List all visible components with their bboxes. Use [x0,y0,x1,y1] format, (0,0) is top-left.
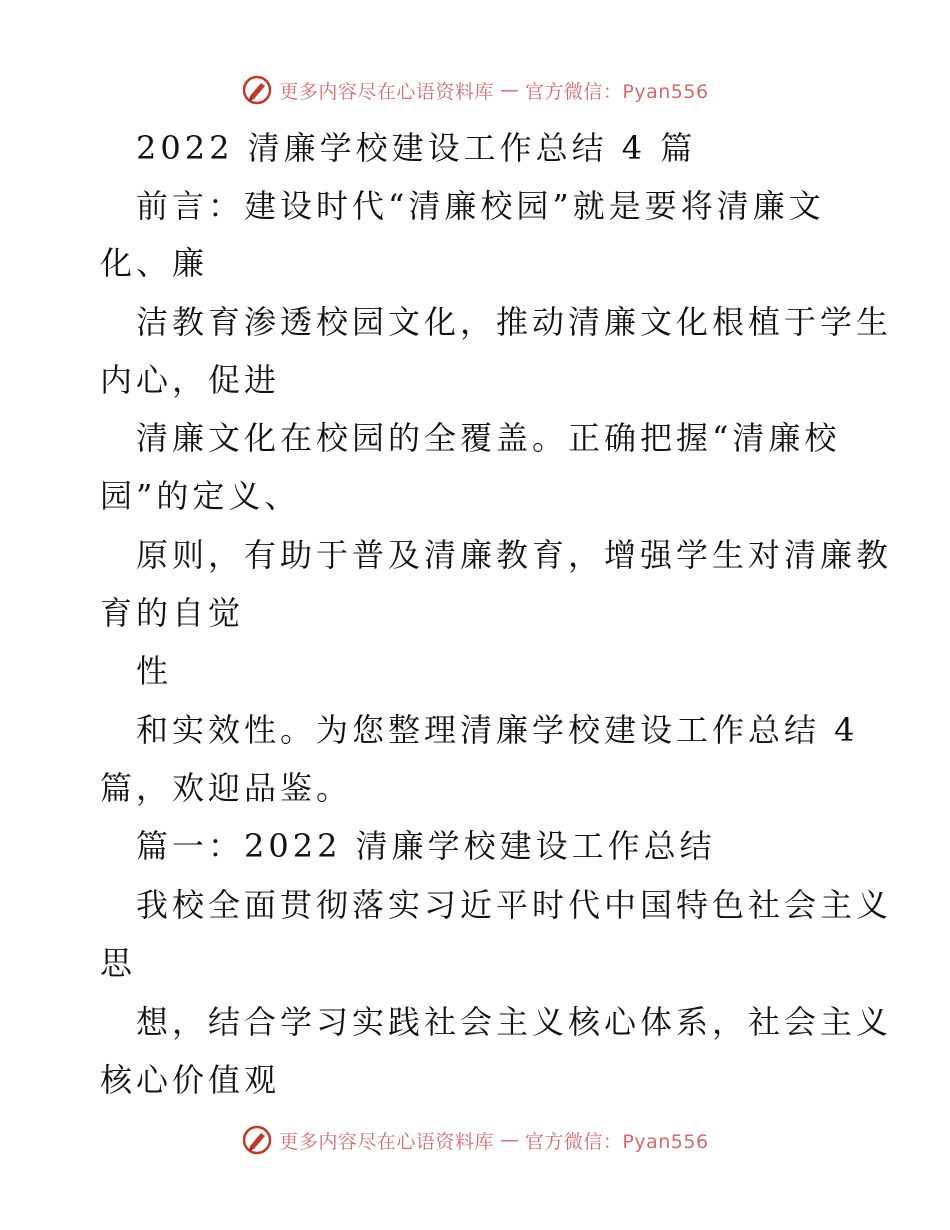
text-line: 性 [136,652,173,690]
text-line: 思 [100,944,137,982]
text-line: 我校全面贯彻落实习近平时代中国特色社会主义 [136,886,893,924]
text-line: 原则，有助于普及清廉教育，增强学生对清廉教 [136,536,893,574]
watermark-wechat: 官方微信：Pyan556 [524,80,709,103]
text-line: 洁教育渗透校园文化，推动清廉文化根植于学生 [136,303,893,341]
text-line: 化、廉 [100,244,209,282]
text-line: 和实效性。为您整理清廉学校建设工作总结 4 [136,711,859,749]
watermark-group [241,1124,708,1156]
footer-watermark [0,1120,950,1160]
text-line: 想，结合学习实践社会主义核心体系，社会主义 [136,1003,893,1041]
text-line: 育的自觉 [100,594,245,632]
text-line: 内心，促进 [100,361,281,399]
pen-logo-icon [241,1124,273,1156]
watermark-dash: — [499,79,519,101]
text-line: 篇，欢迎品鉴。 [100,769,353,807]
text-line: 园”的定义、 [100,477,301,515]
document-title: 2022 清廉学校建设工作总结 4 篇 [136,129,697,167]
text-line: 清廉文化在校园的全覆盖。正确把握“清廉校 [136,419,841,457]
text-line: 前言：建设时代“清廉校园”就是要将清廉文 [136,187,825,225]
watermark-text: 更多内容尽在心语资料库 [279,80,494,103]
section-heading: 篇一：2022 清廉学校建设工作总结 [136,827,716,865]
watermark-wechat: 官方微信：Pyan556 [524,1130,709,1153]
watermark-text: 更多内容尽在心语资料库 [279,1130,494,1153]
watermark-dash: — [499,1129,519,1151]
text-line: 核心价值观 [100,1061,281,1099]
